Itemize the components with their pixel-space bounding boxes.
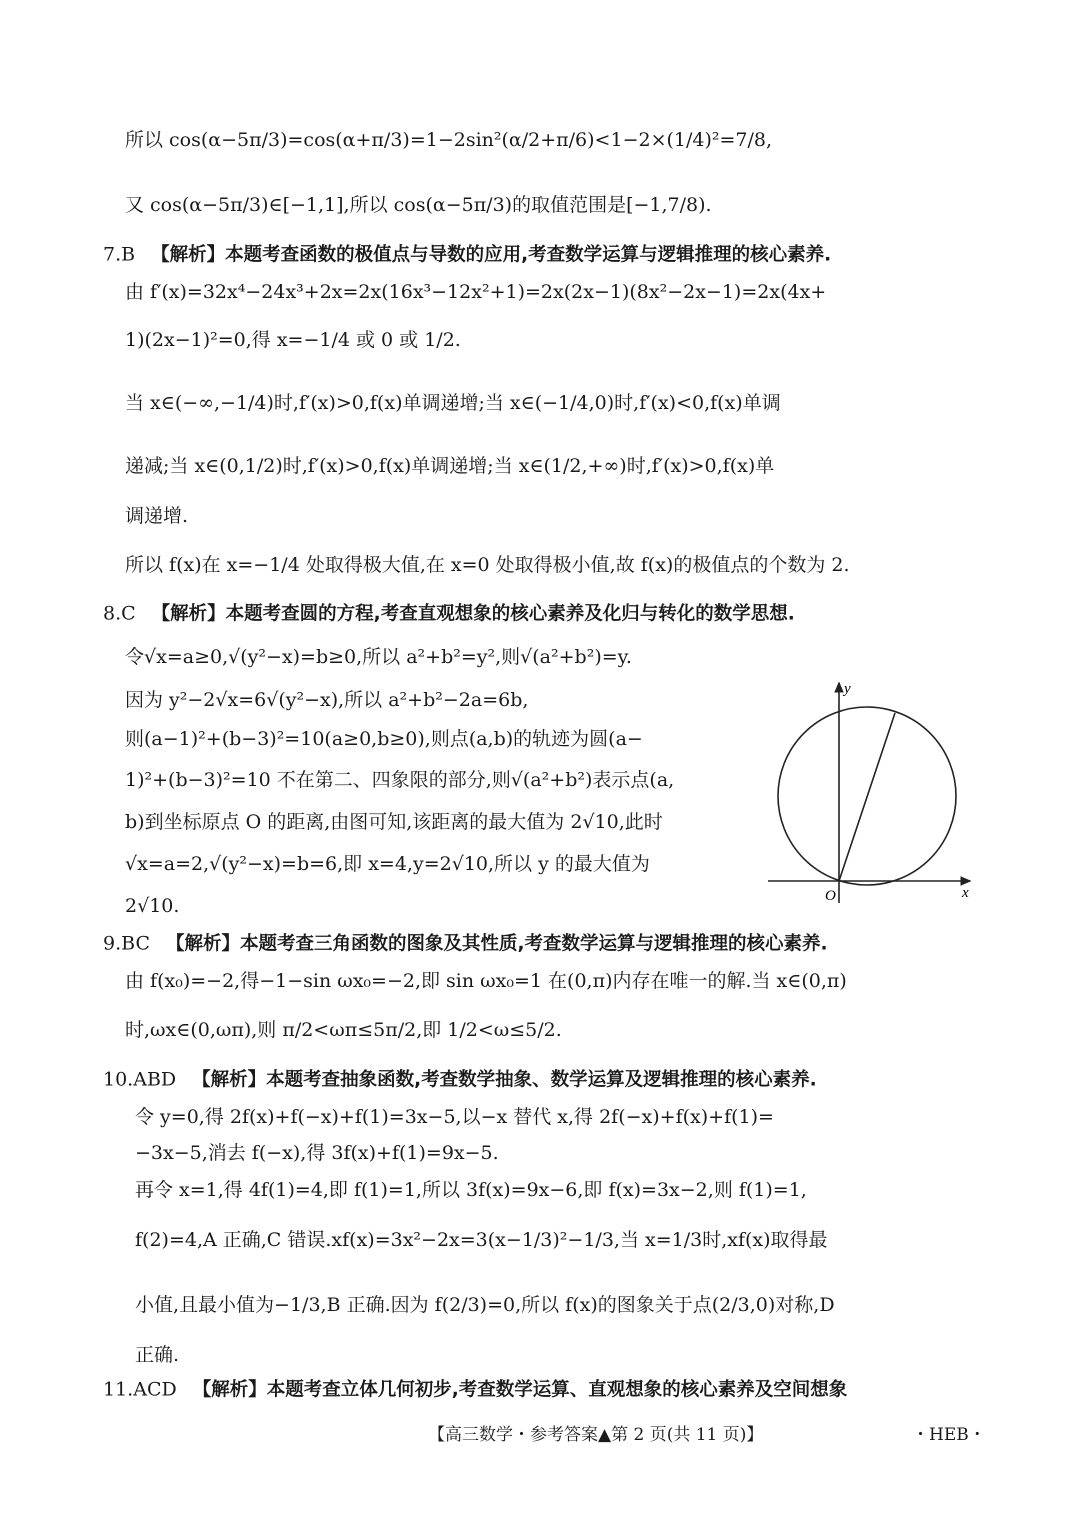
text-line: 1)²+(b−3)²=10 不在第二、四象限的部分,则√(a²+b²)表示点(a, bbox=[125, 769, 675, 791]
footer-page-info: 【高三数学・参考答案▲第 2 页(共 11 页)】 bbox=[428, 1425, 764, 1445]
question-header-10 bbox=[103, 1068, 817, 1093]
text-line: 小值,且最小值为−1/3,B 正确.因为 f(2/3)=0,所以 f(x)的图象关于点(2/3,0)对称,D bbox=[135, 1294, 835, 1316]
question-number: 11.ACD bbox=[103, 1378, 177, 1401]
text-line: √x=a=2,√(y²−x)=b=6,即 x=4,y=2√10,所以 y 的最大值为 bbox=[125, 853, 650, 875]
text-line: 当 x∈(−∞,−1/4)时,f′(x)>0,f(x)单调递增;当 x∈(−1/4,0)时,f′(x)<0,f(x)单调 bbox=[125, 392, 781, 414]
text-line: 递减;当 x∈(0,1/2)时,f′(x)>0,f(x)单调递增;当 x∈(1/2,+∞)时,f′(x)>0,f(x)单 bbox=[125, 455, 775, 477]
text-line: 1)(2x−1)²=0,得 x=−1/4 或 0 或 1/2. bbox=[125, 329, 461, 351]
origin-label: O bbox=[825, 888, 836, 904]
question-header-8 bbox=[103, 602, 795, 627]
text-line: 调递增. bbox=[125, 505, 189, 527]
text-line: 则(a−1)²+(b−3)²=10(a≥0,b≥0),则点(a,b)的轨迹为圆(a− bbox=[125, 728, 643, 750]
circle-figure bbox=[760, 675, 980, 910]
question-header-7 bbox=[103, 243, 831, 268]
text-line: 因为 y²−2√x=6√(y²−x),所以 a²+b²−2a=6b, bbox=[125, 689, 529, 711]
question-number: 7.B bbox=[103, 243, 136, 266]
chord bbox=[839, 713, 895, 881]
text-line: 所以 cos(α−5π/3)=cos(α+π/3)=1−2sin²(α/2+π/6)<1−2×(1/4)²=7/8, bbox=[125, 129, 773, 151]
question-analysis: 【解析】本题考查三角函数的图象及其性质,考查数学运算与逻辑推理的核心素养. bbox=[165, 933, 828, 955]
question-analysis: 【解析】本题考查立体几何初步,考查数学运算、直观想象的核心素养及空间想象 bbox=[192, 1379, 848, 1401]
footer-code: ・HEB・ bbox=[912, 1425, 986, 1445]
question-number: 8.C bbox=[103, 602, 136, 625]
text-line: −3x−5,消去 f(−x),得 3f(x)+f(1)=9x−5. bbox=[135, 1142, 499, 1164]
x-axis-label: x bbox=[962, 885, 969, 901]
text-line: 时,ωx∈(0,ωπ),则 π/2<ωπ≤5π/2,即 1/2<ω≤5/2. bbox=[125, 1019, 562, 1041]
question-analysis: 【解析】本题考查抽象函数,考查数学抽象、数学运算及逻辑推理的核心素养. bbox=[192, 1069, 817, 1091]
question-header-11 bbox=[103, 1378, 847, 1403]
text-line: 2√10. bbox=[125, 895, 180, 917]
text-line: 再令 x=1,得 4f(1)=4,即 f(1)=1,所以 3f(x)=9x−6,即 f(x)=3x−2,则 f(1)=1, bbox=[135, 1179, 807, 1201]
question-analysis: 【解析】本题考查函数的极值点与导数的应用,考查数学运算与逻辑推理的核心素养. bbox=[151, 244, 832, 266]
question-number: 9.BC bbox=[103, 932, 150, 955]
text-line: 由 f′(x)=32x⁴−24x³+2x=2x(16x³−12x²+1)=2x(2x−1)(8x²−2x−1)=2x(4x+ bbox=[125, 281, 827, 303]
text-line: 令√x=a≥0,√(y²−x)=b≥0,所以 a²+b²=y²,则√(a²+b²)=y. bbox=[125, 646, 632, 668]
text-line: 所以 f(x)在 x=−1/4 处取得极大值,在 x=0 处取得极小值,故 f(x)的极值点的个数为 2. bbox=[125, 554, 850, 576]
y-axis-label: y bbox=[844, 681, 851, 697]
text-line: 正确. bbox=[135, 1344, 180, 1366]
question-header-9 bbox=[103, 932, 828, 957]
question-number: 10.ABD bbox=[103, 1068, 177, 1091]
text-line: 又 cos(α−5π/3)∈[−1,1],所以 cos(α−5π/3)的取值范围是[−1,7/8). bbox=[125, 194, 712, 216]
text-line: f(2)=4,A 正确,C 错误.xf(x)=3x²−2x=3(x−1/3)²−1/3,当 x=1/3时,xf(x)取得最 bbox=[135, 1229, 828, 1251]
text-line: 令 y=0,得 2f(x)+f(−x)+f(1)=3x−5,以−x 替代 x,得 2f(−x)+f(x)+f(1)= bbox=[135, 1106, 774, 1128]
text-line: b)到坐标原点 O 的距离,由图可知,该距离的最大值为 2√10,此时 bbox=[125, 811, 663, 833]
question-analysis: 【解析】本题考查圆的方程,考查直观想象的核心素养及化归与转化的数学思想. bbox=[151, 603, 795, 625]
text-line: 由 f(x₀)=−2,得−1−sin ωx₀=−2,即 sin ωx₀=1 在(0,π)内存在唯一的解.当 x∈(0,π) bbox=[125, 970, 847, 992]
